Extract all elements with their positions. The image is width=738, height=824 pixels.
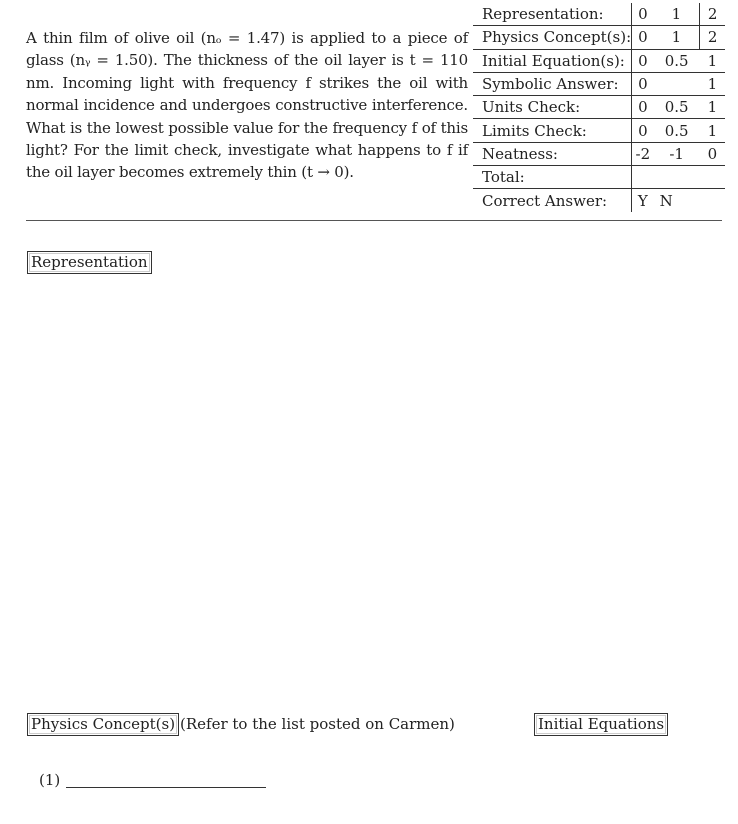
rubric-score-0: 0 [632, 119, 654, 142]
rubric-score-2: 2 [700, 3, 725, 26]
rubric-score-1: 0.5 [654, 96, 700, 119]
rubric-label: Symbolic Answer: [473, 72, 632, 95]
rubric-score-0: 0 [632, 96, 654, 119]
rubric-score-1: 0.5 [654, 119, 700, 142]
rubric-label: Physics Concept(s): [473, 26, 632, 49]
physics-concepts-heading: Physics Concept(s) [27, 713, 179, 736]
rubric-row-symbolic-answer [473, 72, 725, 95]
grading-rubric [473, 3, 725, 212]
rubric-total-value[interactable] [632, 166, 725, 189]
rubric-row-correct-answer [473, 189, 725, 212]
problem-text: A thin film of olive oil (nₒ = 1.47) is applied to a piece of glass (nᵧ = 1.50). The thickness of the oil layer is t = 110 nm. Incoming light with frequency f strikes the oil with normal incidence and undergoes constructive interference. What is the lowest possible value for the frequency f of this light? For the limit check, investigate what happens to f if the oil layer becomes extremely thin (t → 0). [26, 29, 468, 182]
rubric-score-0: 0 [632, 26, 654, 49]
rubric-score-2: 1 [700, 49, 725, 72]
answer-blank-1[interactable] [66, 787, 266, 788]
rubric-score-2: 1 [700, 72, 725, 95]
rubric-row-units-check [473, 96, 725, 119]
rubric-label: Limits Check: [473, 119, 632, 142]
rubric-total-label: Total: [473, 166, 632, 189]
rubric-label: Units Check: [473, 96, 632, 119]
rubric-score-2: 1 [700, 96, 725, 119]
rubric-label: Initial Equation(s): [473, 49, 632, 72]
rubric-score-1: 1 [654, 3, 700, 26]
rubric-correct-no[interactable]: N [659, 191, 673, 210]
problem-statement [26, 27, 468, 184]
rubric-score-2: 1 [700, 119, 725, 142]
rubric-row-neatness [473, 142, 725, 165]
rubric-score-1 [654, 72, 700, 95]
rubric-score-2: 0 [700, 142, 725, 165]
rubric-score-0: 0 [632, 72, 654, 95]
initial-equations-heading: Initial Equations [534, 713, 668, 736]
rubric-correct-yes[interactable]: Y [637, 191, 648, 210]
rubric-row-limits-check [473, 119, 725, 142]
physics-concepts-note: (Refer to the list posted on Carmen) [180, 715, 455, 733]
rubric-score-0: 0 [632, 49, 654, 72]
rubric-score-1: 1 [654, 26, 700, 49]
rubric-correct-label: Correct Answer: [473, 189, 632, 212]
rubric-label: Neatness: [473, 142, 632, 165]
rubric-score-2: 2 [700, 26, 725, 49]
rubric-row-total [473, 166, 725, 189]
section-divider [26, 220, 722, 221]
representation-heading: Representation [27, 251, 152, 274]
rubric-row-representation [473, 3, 725, 26]
item-number-1: (1) [39, 771, 61, 789]
rubric-score-1: -1 [654, 142, 700, 165]
rubric-row-initial-equations [473, 49, 725, 72]
rubric-label: Representation: [473, 3, 632, 26]
rubric-score-0: 0 [632, 3, 654, 26]
rubric-score-1: 0.5 [654, 49, 700, 72]
rubric-correct-empty [700, 189, 725, 212]
rubric-row-physics-concepts [473, 26, 725, 49]
rubric-score-0: -2 [632, 142, 654, 165]
